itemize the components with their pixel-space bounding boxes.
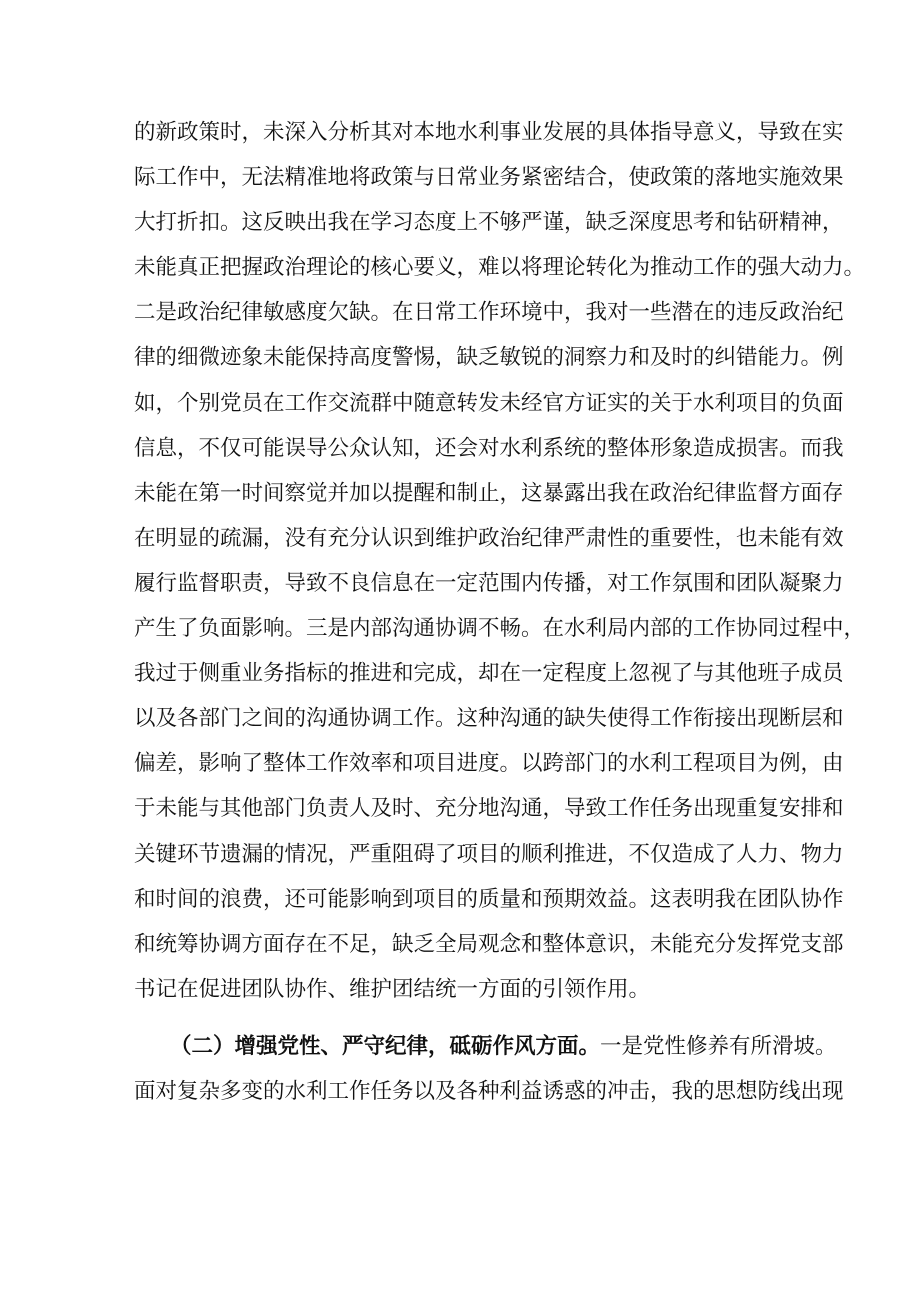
text-line: 如，个别党员在工作交流群中随意转发未经官方证实的关于水利项目的负面 [134, 390, 844, 416]
section-heading: （二）增强党性、严守纪律，砥砺作风方面。 [170, 1033, 601, 1059]
text-line: 未能真正把握政治理论的核心要义，难以将理论转化为推动工作的强大动力。 [134, 255, 866, 281]
text-line: 际工作中，无法精准地将政策与日常业务紧密结合，使政策的落地实施效果 [134, 165, 844, 191]
text-line: 的新政策时，未深入分析其对本地水利事业发展的具体指导意义，导致在实 [134, 120, 844, 145]
text-line: 信息，不仅可能误导公众认知，还会对水利系统的整体形象造成损害。而我 [134, 435, 844, 461]
text-line: 偏差，影响了整体工作效率和项目进度。以跨部门的水利工程项目为例，由 [134, 751, 844, 777]
text-line: 未能在第一时间察觉并加以提醒和制止，这暴露出我在政治纪律监督方面存 [134, 480, 844, 506]
text-line: 关键环节遗漏的情况，严重阻碍了项目的顺利推进，不仅造成了人力、物力 [134, 841, 844, 867]
document-body [134, 110, 866, 1114]
text-line: 和时间的浪费，还可能影响到项目的质量和预期效益。这表明我在团队协作 [134, 886, 844, 912]
text-line: 和统筹协调方面存在不足，缺乏全局观念和整体意识，未能充分发挥党支部 [134, 931, 844, 957]
paragraph-gap [134, 1012, 794, 1024]
text-line: 产生了负面影响。三是内部沟通协调不畅。在水利局内部的工作协同过程中， [134, 616, 866, 642]
text-line: 大打折扣。这反映出我在学习态度上不够严谨，缺乏深度思考和钻研精神， [134, 210, 844, 236]
text-line: 书记在促进团队协作、维护团结统一方面的引领作用。 [134, 976, 651, 1002]
text-line: 在明显的疏漏，没有充分认识到维护政治纪律严肃性的重要性，也未能有效 [134, 525, 844, 551]
text-line: 履行监督职责，导致不良信息在一定范围内传播，对工作氛围和团队凝聚力 [134, 570, 844, 596]
text-line: 以及各部门之间的沟通协调工作。这种沟通的缺失使得工作衔接出现断层和 [134, 706, 844, 732]
text-line: 律的细微迹象未能保持高度警惕，缺乏敏锐的洞察力和及时的纠错能力。例 [134, 345, 844, 371]
text-line: 于未能与其他部门负责人及时、充分地沟通，导致工作任务出现重复安排和 [134, 796, 844, 822]
text-run: 一是党性修养有所滑坡。 [600, 1033, 837, 1059]
text-line: 我过于侧重业务指标的推进和完成，却在一定程度上忽视了与其他班子成员 [134, 661, 844, 687]
text-line: 二是政治纪律敏感度欠缺。在日常工作环境中，我对一些潜在的违反政治纪 [134, 300, 844, 326]
section-heading-line [134, 1024, 837, 1069]
text-line: 面对复杂多变的水利工作任务以及各种利益诱惑的冲击，我的思想防线出现 [134, 1078, 844, 1104]
